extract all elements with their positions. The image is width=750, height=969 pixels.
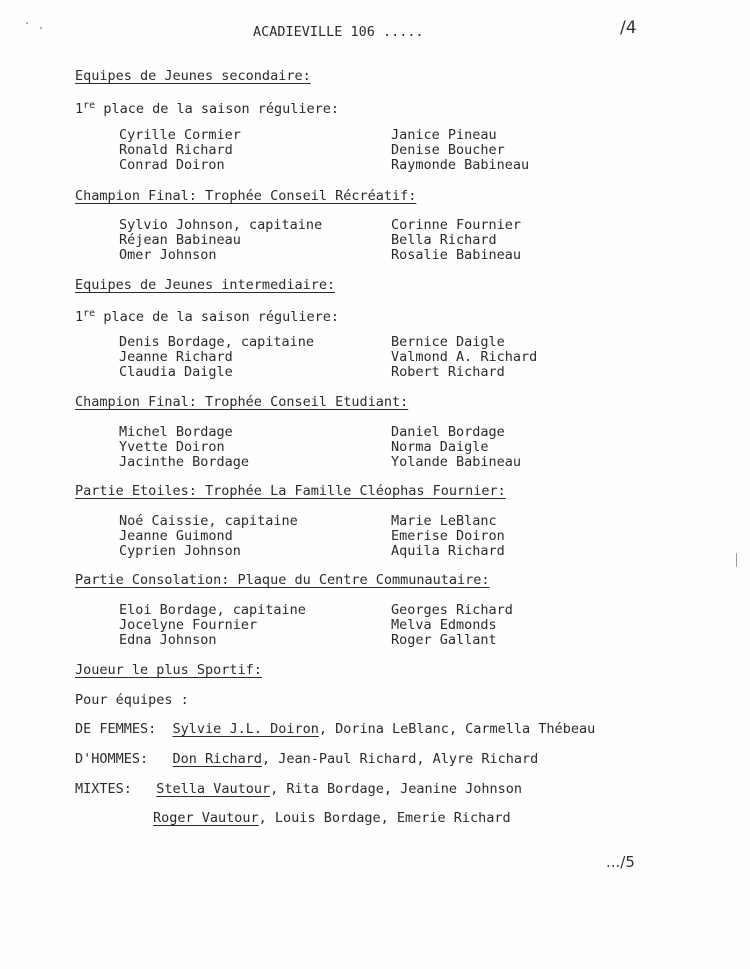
list-item: Jeanne Guimond (119, 528, 233, 544)
mixtes-winner: Stella Vautour (156, 781, 271, 797)
list-item: Cyprien Johnson (119, 543, 241, 559)
page-number: /4 (620, 18, 637, 38)
heading-jeunes-intermediaire: Equipes de Jeunes intermediaire: (75, 277, 336, 293)
list-item: Omer Johnson (119, 247, 217, 263)
pour-equipes-label: Pour équipes : (75, 692, 189, 708)
list-item: Jocelyne Fournier (119, 617, 258, 633)
list-item: Norma Daigle (391, 439, 489, 455)
list-item: Yvette Doiron (119, 439, 225, 455)
femmes-row (75, 721, 595, 737)
list-item: Noé Caissie, capitaine (119, 513, 298, 529)
hommes-winner: Don Richard (172, 751, 262, 767)
list-item: Denise Boucher (391, 142, 505, 158)
heading-joueur-sportif: Joueur le plus Sportif: (75, 662, 262, 678)
list-item: Denis Bordage, capitaine (119, 334, 315, 350)
list-item: Raymonde Babineau (391, 157, 530, 173)
list-item: Daniel Bordage (391, 424, 505, 440)
list-item: Ronald Richard (119, 142, 233, 158)
mixtes-row-2 (153, 810, 511, 826)
list-item: Rosalie Babineau (391, 247, 522, 263)
mixtes-row (75, 781, 522, 797)
list-item: Roger Gallant (391, 632, 497, 648)
hommes-others: , Jean-Paul Richard, Alyre Richard (261, 751, 539, 767)
list-item: Eloi Bordage, capitaine (119, 602, 306, 618)
femmes-winner: Sylvie J.L. Doiron (172, 721, 319, 737)
list-item: Bella Richard (391, 232, 497, 248)
list-item: Valmond A. Richard (391, 349, 538, 365)
list-item: Georges Richard (391, 602, 513, 618)
hommes-label: D'HOMMES: (75, 751, 149, 767)
scan-speck (26, 22, 28, 24)
page-title: ACADIEVILLE 106 ..... (253, 24, 424, 40)
list-item: Robert Richard (391, 364, 505, 380)
list-item: Emerise Doiron (391, 528, 505, 544)
list-item: Jeanne Richard (119, 349, 233, 365)
list-item: Jacinthe Bordage (119, 454, 250, 470)
heading-partie-etoiles: Partie Etoiles: Trophée La Famille Cléophas Fournier: (75, 483, 506, 499)
mixtes2-others: , Louis Bordage, Emerie Richard (258, 810, 511, 826)
heading-jeunes-secondaire: Equipes de Jeunes secondaire: (75, 68, 311, 84)
heading-champion-etudiant: Champion Final: Trophée Conseil Etudiant: (75, 394, 409, 410)
list-item: Claudia Daigle (119, 364, 233, 380)
list-item: Melva Edmonds (391, 617, 497, 633)
list-item: Edna Johnson (119, 632, 217, 648)
subheading-secondaire-place: 1re place de la saison réguliere: (75, 100, 340, 117)
list-item: Sylvio Johnson, capitaine (119, 217, 323, 233)
list-item: Corinne Fournier (391, 217, 522, 233)
list-item: Janice Pineau (391, 127, 497, 143)
list-item: Yolande Babineau (391, 454, 522, 470)
mixtes-label: MIXTES: (75, 781, 132, 797)
hommes-row (75, 751, 538, 767)
list-item: Cyrille Cormier (119, 127, 241, 143)
scan-speck (736, 553, 737, 567)
femmes-others: , Dorina LeBlanc, Carmella Thébeau (318, 721, 596, 737)
mixtes-others: , Rita Bordage, Jeanine Johnson (270, 781, 523, 797)
list-item: Michel Bordage (119, 424, 233, 440)
scan-speck (40, 27, 42, 29)
list-item: Aquila Richard (391, 543, 505, 559)
list-item: Conrad Doiron (119, 157, 225, 173)
subheading-intermediaire-place: 1re place de la saison réguliere: (75, 308, 340, 325)
mixtes2-winner: Roger Vautour (153, 810, 259, 826)
list-item: Marie LeBlanc (391, 513, 497, 529)
continued-marker: .../5 (606, 853, 635, 871)
femmes-label: DE FEMMES: (75, 721, 157, 737)
list-item: Bernice Daigle (391, 334, 505, 350)
list-item: Réjean Babineau (119, 232, 241, 248)
heading-partie-consolation: Partie Consolation: Plaque du Centre Communautaire: (75, 572, 490, 588)
heading-champion-recreatif: Champion Final: Trophée Conseil Récréatif: (75, 188, 417, 204)
